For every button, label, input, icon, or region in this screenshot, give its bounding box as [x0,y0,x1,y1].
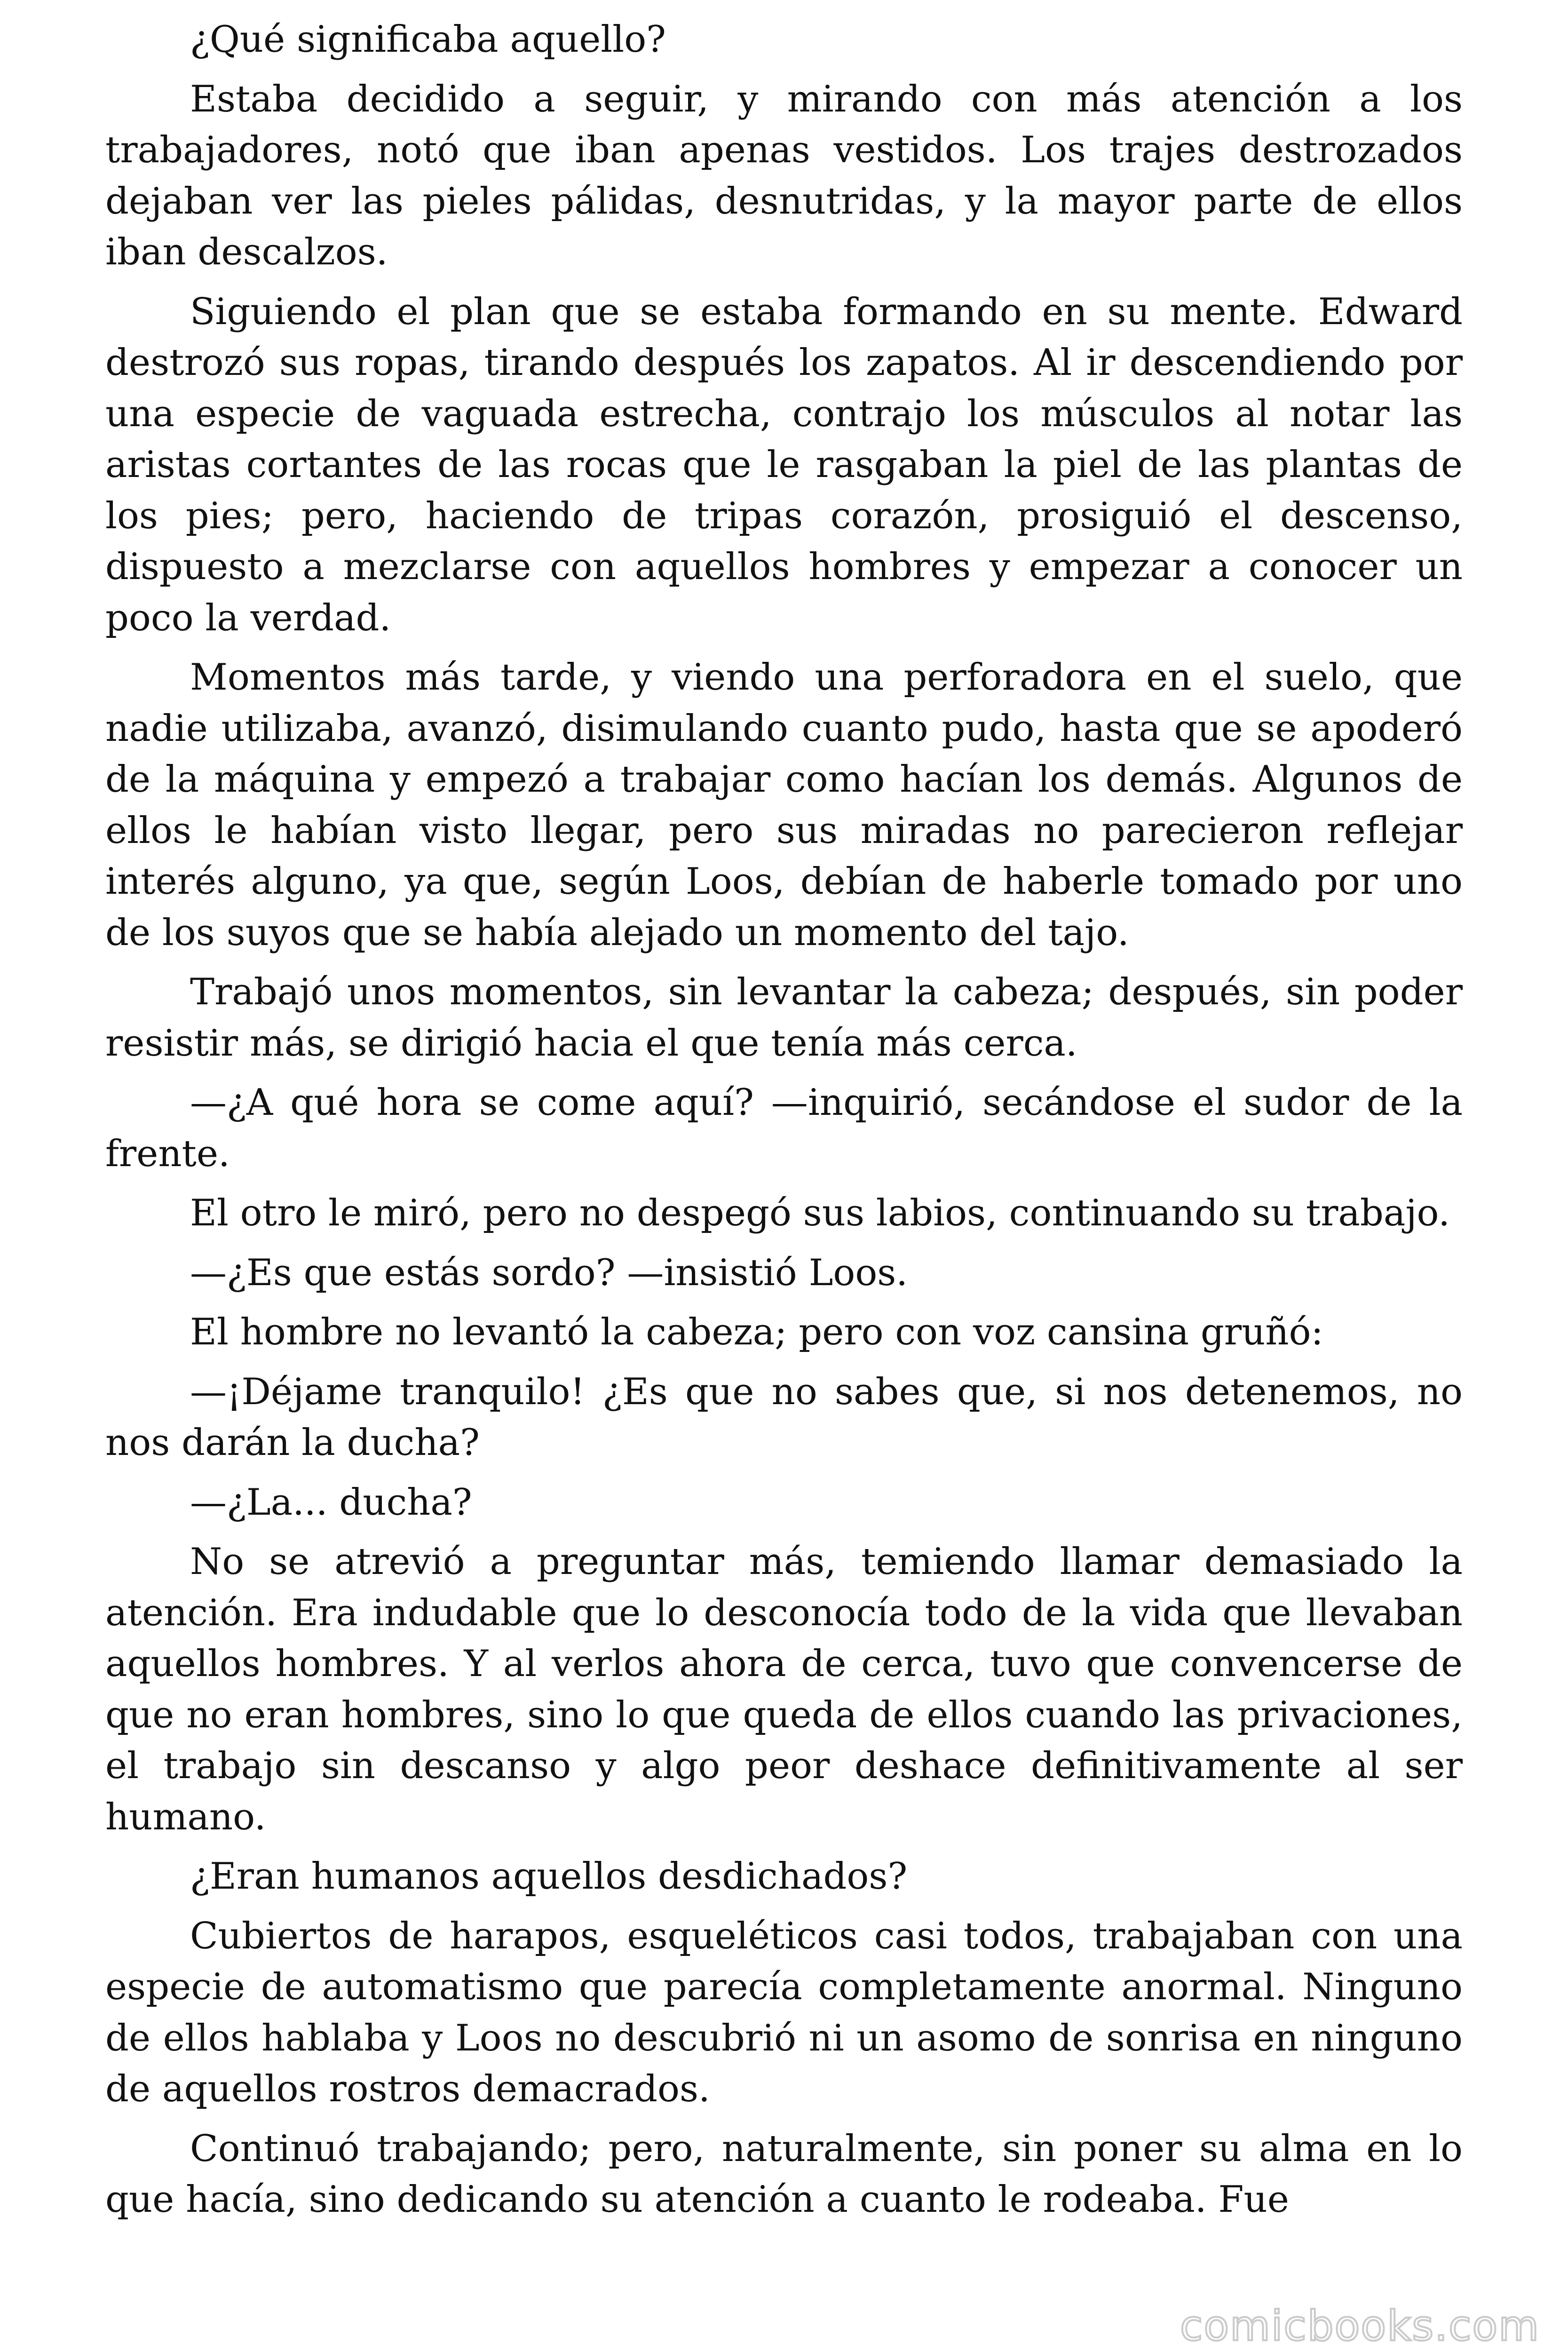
paragraph-6: —¿A qué hora se come aquí? —inquirió, secándose el sudor de la frente. [105,1081,1463,1175]
paragraph-2: Estaba decidido a seguir, y mirando con más atención a los trabajadores, notó que iban apenas vestidos. Los trajes destrozados dejaban ver las pieles pálidas, desnutridas, y la mayor parte de ellos iban descalzos. [105,78,1463,273]
paragraph-9: El hombre no levantó la cabeza; pero con voz cansina gruñó: [190,1311,1323,1353]
paragraph-12: No se atrevió a preguntar más, temiendo llamar demasiado la atención. Era indudable que lo desconocía todo de la vida que llevaban aquellos hombres. Y al verlos ahora de cerca, tuvo que convencerse de que no eran hombres, sino lo que queda de ellos cuando las privaciones, el trabajo sin descanso y algo peor deshace definitivamente al ser humano. [105,1541,1463,1838]
paragraph-4: Momentos más tarde, y viendo una perforadora en el suelo, que nadie utilizaba, avanzó, disimulando cuanto pudo, hasta que se apoderó de la máquina y empezó a trabajar como hacían los demás. Algunos de ellos le habían visto llegar, pero sus miradas no parecieron reflejar interés alguno, ya que, según Loos, debían de haberle tomado por uno de los suyos que se había alejado un momento del tajo. [105,656,1463,954]
paragraph-11: —¿La... ducha? [190,1481,472,1524]
paragraph-15: Continuó trabajando; pero, naturalmente, sin poner su alma en lo que hacía, sino dedicando su atención a cuanto le rodeaba. Fue [105,2127,1463,2221]
paragraph-7: El otro le miró, pero no despegó sus labios, continuando su trabajo. [190,1192,1450,1234]
paragraph-10: —¡Déjame tranquilo! ¿Es que no sabes que, si nos detenemos, no nos darán la ducha? [105,1370,1463,1464]
body-text [105,14,1463,2234]
paragraph-14: Cubiertos de harapos, esqueléticos casi todos, trabajaban con una especie de automatismo que parecía completamente anormal. Ninguno de ellos hablaba y Loos no descubrió ni un asomo de sonrisa en ninguno de aquellos rostros demacrados. [105,1915,1463,2110]
paragraph-13: ¿Eran humanos aquellos desdichados? [190,1855,908,1898]
paragraph-5: Trabajó unos momentos, sin levantar la cabeza; después, sin poder resistir más, se dirigió hacia el que tenía más cerca. [105,971,1463,1065]
watermark-logo: comicbooks.com [1180,2302,1540,2350]
paragraph-3: Siguiendo el plan que se estaba formando en su mente. Edward destrozó sus ropas, tirando después los zapatos. Al ir descendiendo por una especie de vaguada estrecha, contrajo los músculos al notar las aristas cortantes de las rocas que le rasgaban la piel de las plantas de los pies; pero, haciendo de tripas corazón, prosiguió el descenso, dispuesto a mezclarse con aquellos hombres y empezar a conocer un poco la verdad. [105,290,1463,639]
paragraph-1: ¿Qué significaba aquello? [190,18,666,61]
paragraph-8: —¿Es que estás sordo? —insistió Loos. [190,1251,908,1294]
